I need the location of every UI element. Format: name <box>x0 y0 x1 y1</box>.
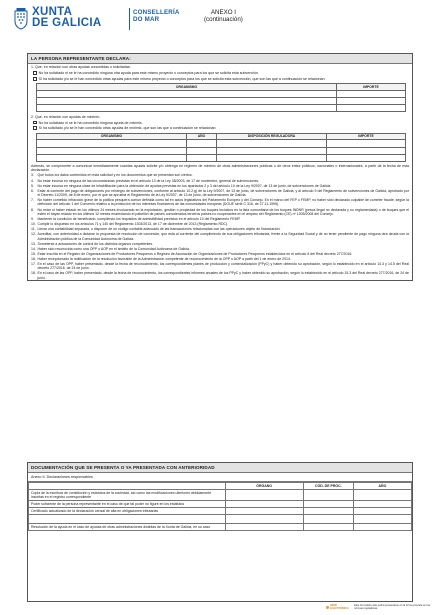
list-item-number: 15. <box>31 251 36 256</box>
document-description: Poder suficiente de la persona representante en el caso de que tal poder no figure en los estatutos <box>29 501 226 508</box>
list-item-text: No estar incursa en ninguna de las circunstancias previstas en el artículo 13 de la Ley 38/2003, de 17 de noviembre, general de subvenciones. <box>37 178 260 183</box>
document-cell-input[interactable] <box>303 508 353 515</box>
q2-yes-label <box>39 126 217 130</box>
document-cell-input[interactable] <box>225 508 303 515</box>
sede-logo-icon <box>326 606 329 609</box>
q2-minimis-table <box>36 133 406 162</box>
list-item <box>31 188 409 197</box>
q1-cell-input[interactable] <box>37 90 337 97</box>
q2-cell-input[interactable] <box>327 147 406 154</box>
list-item <box>31 256 409 261</box>
q2-cell-input[interactable] <box>187 140 217 147</box>
q2-no-label <box>39 121 143 125</box>
galicia-seal-icon <box>13 8 29 30</box>
q1-yes-label: Sí ha solicitado y/o se le han concedido otras ayudas para este mismo proyecto o conceptos para los que se solicita esta subvención, que son las que a continuación se relacionan: <box>38 76 326 81</box>
q2-col-anio: AÑO <box>187 133 217 140</box>
document-description <box>29 515 226 524</box>
document-cell-input[interactable] <box>303 515 353 524</box>
list-item-text: Que todos los datos contenidos en esta solicitud y en los documentos que se presentan son ciertos. <box>37 173 193 178</box>
list-item <box>31 207 409 216</box>
docs-col-description <box>29 482 226 489</box>
q2-italic: minimis <box>86 114 99 119</box>
document-description: Certificado actualizado de la declaración censal de alta en obligaciones tributarias <box>29 508 226 515</box>
list-item <box>31 232 409 241</box>
q2-yes-prefix: Sí ha solicitado y/o se le han concedido otras ayudas de <box>38 126 130 131</box>
list-item <box>31 217 409 222</box>
q2-yes-italic: minimis <box>129 126 142 131</box>
document-cell-input[interactable] <box>225 501 303 508</box>
q1-option-yes <box>28 76 412 82</box>
annex-subtitle: (continuación) <box>204 16 243 23</box>
department-line1: CONSELLERÍA <box>133 9 180 16</box>
table-row <box>37 98 406 105</box>
list-item-number: 5. <box>31 183 34 188</box>
list-item-number: 18. <box>31 271 36 276</box>
list-item-number: 16. <box>31 256 36 261</box>
commit-suffix: de otras administraciones públicas o de otros entes públicos, nacionales o internacionales, a partir de la fecha de esta declaración. <box>31 163 409 172</box>
declaration-section <box>27 53 413 281</box>
footer-brand: SEDE ELECTRÓNICA <box>330 604 349 611</box>
q2-option-yes <box>28 126 412 132</box>
commit-italic: minimis <box>203 163 216 168</box>
table-row <box>29 524 412 531</box>
q1-col-organismo: ORGANISMO <box>37 84 337 91</box>
q1-no-checkbox[interactable] <box>33 71 37 75</box>
table-row <box>29 489 412 500</box>
list-item <box>31 241 409 246</box>
document-cell-input[interactable] <box>353 524 411 531</box>
document-description: Copia de la escritura de constitución y estatutos de la sociedad, así como las modificaciones ulteriores debidamente inscritas en el registro correspondiente <box>29 489 226 500</box>
q2-prefix: 2. Que, en relación con ayudas de <box>31 114 87 119</box>
department-line2: DO MAR <box>133 16 160 23</box>
q2-no-italic: minimis <box>129 120 142 125</box>
annex-title: ANEXO I <box>210 9 236 16</box>
q2-no-suffix: . <box>141 120 143 125</box>
commitment-paragraph <box>28 163 412 173</box>
document-cell-input[interactable] <box>303 524 353 531</box>
document-cell-input[interactable] <box>303 489 353 500</box>
section-heading: LA PERSONA REPRESENTANTE DECLARA: <box>28 54 412 64</box>
list-item <box>31 198 409 207</box>
list-item-text: En el caso de las OPP, haber presentado, desde la fecha de reconocimiento, los correspondientes planes de producción y comercialización (PPyC) y haber obtenido su aprobación, según lo establecido en el artículo 14.3 y 14.5 del Real decreto 277/2016, de 24 de junio. <box>37 261 409 271</box>
q2-cell-input[interactable] <box>37 154 187 161</box>
question-2 <box>28 113 412 120</box>
docs-col-organo: ÓRGANO <box>225 482 303 489</box>
q2-yes-checkbox[interactable] <box>33 126 37 130</box>
q2-cell-input[interactable] <box>327 154 406 161</box>
list-item-text: En el caso de las OPP, haber presentado, desde la fecha de reconocimiento, los correspondientes informes anuales de los PPyC y haber obtenido su aprobación, según lo establecido en el artículo 15.3 del Real decreto 277/2016, de 24 de junio. <box>37 271 409 280</box>
list-item-number: 17. <box>31 261 36 266</box>
q2-cell-input[interactable] <box>187 147 217 154</box>
q1-cell-input[interactable] <box>37 105 337 112</box>
document-cell-input[interactable] <box>225 524 303 531</box>
q2-cell-input[interactable] <box>217 154 327 161</box>
q1-col-importe: IMPORTE <box>337 84 406 91</box>
q2-col-disposicion: DISPOSICIÓN REGULADORA <box>217 133 327 140</box>
list-item <box>31 251 409 256</box>
footer-note <box>326 604 439 610</box>
documentation-section <box>27 462 413 602</box>
list-item-number: 14. <box>31 246 36 251</box>
list-item-number: 6. <box>31 188 34 193</box>
table-row <box>29 515 412 524</box>
xunta-logo <box>13 6 180 33</box>
table-row <box>29 501 412 508</box>
q2-cell-input[interactable] <box>217 140 327 147</box>
document-cell-input[interactable] <box>225 489 303 500</box>
docs-col-codigo: CÓD. DE PROC. <box>303 482 353 489</box>
q2-cell-input[interactable] <box>37 147 187 154</box>
list-item-text: No haber cometido infracción grave de la política pesquera común definida como tal en actos legislativos del Parlamento Europeo y del Consejo. En el marco del FEP o FEMP, no haber sido declarado culpable de cometer fraude, según la definición del artículo 1 del Convenio relativo a la protección de los intereses financieros de las comunidades europeas (DOUE serie C 316, de 27.11.1995). <box>37 198 409 207</box>
list-item <box>31 183 409 188</box>
q1-no-label: No ha solicitado ni se le ha concedido ninguna otra ayuda para este mismo proyecto o conceptos para los que se solicita esta subvención. <box>38 71 259 76</box>
q1-cell-input[interactable] <box>337 90 406 97</box>
document-cell-input[interactable] <box>353 515 411 524</box>
brand-line1: XUNTA <box>32 6 73 18</box>
documentation-subheading: Anexo II. Declaraciones responsables <box>28 473 412 482</box>
q1-cell-input[interactable] <box>37 98 337 105</box>
document-cell-input[interactable] <box>303 501 353 508</box>
table-row <box>37 140 406 147</box>
q2-no-prefix: No ha solicitado ni se le ha concedido ninguna ayuda de <box>38 120 130 125</box>
list-item-text: No estar incursa en ninguna clase de inhabilitación para la obtención de ayudas previstas en los apartados 2 y 3 del artículo 10 de la Ley 9/2007, de 13 de junio, de subvenciones de Galicia. <box>37 183 332 188</box>
table-row <box>37 154 406 161</box>
docs-col-anio: AÑO <box>353 482 411 489</box>
documentation-heading: DOCUMENTACIÓN QUE SE PRESENTA O YA PRESENTADA CON ANTERIORIDAD <box>28 463 412 473</box>
q1-aid-table <box>36 83 406 112</box>
list-item-number: 11. <box>31 227 36 232</box>
list-item-number: 8. <box>31 207 34 212</box>
question-1: 1. Que, en relación con otras ayudas concedidas o solicitadas: <box>31 65 131 70</box>
list-item-number: 12. <box>31 232 36 237</box>
list-item-text: Haber sido reconocida como una OPP o AOP en el ámbito de la Comunidad Autónoma de Galicia. <box>37 246 190 251</box>
list-item-text: Someterse a actuaciones de control de los distintos órganos competentes. <box>37 241 154 246</box>
document-cell-input[interactable] <box>353 508 411 515</box>
brand-divider <box>129 8 130 30</box>
declaration-list <box>28 173 412 280</box>
list-item-text: Mantener la condición de beneficiario, cumpliendo los requisitos de admisibilidad previstos en el artículo 10 del Reglamento FEMP. <box>37 216 241 221</box>
q2-suffix: : <box>98 114 100 119</box>
department-name <box>133 9 180 23</box>
list-item-text: No estar ni haber estado en los últimos 24 meses involucrado en la explotación, gestión o propiedad de los buques incluidos en la lista comunitaria de los buques INDNR (pesca ilegal no declarada y no reglamentada) o de buques que el estén el hayan estado en los últimos 12 meses enarbolando el pabellón de países considerados terceros países no cooperantes en el amparo del Reglamento (CE) nº 1005/2008 del Consejo. <box>37 207 409 216</box>
document-cell-input[interactable] <box>225 515 303 524</box>
commit-prefix: Además, se compromete a comunicar inmediatamente cuantas ayudas solicite y/o obtenga en régimen de <box>31 163 204 168</box>
table-row <box>37 90 406 97</box>
q2-yes-suffix: , que son las que a continuación se relacionan: <box>141 126 217 131</box>
table-row <box>37 105 406 112</box>
list-item-text: Estar inscrita en el Registro de Organizaciones de Productores Pesqueros o Registro de Asociación de Organizaciones de Productores Pesqueros establecidos en el artículo 8 del Real decreto 277/2016. <box>37 251 353 256</box>
document-cell-input[interactable] <box>353 501 411 508</box>
list-item <box>31 222 409 227</box>
list-item <box>31 227 409 232</box>
q2-no-checkbox[interactable] <box>33 121 37 125</box>
brand-line2: DE GALICIA <box>32 17 102 29</box>
list-item <box>31 261 409 270</box>
list-item-number: 13. <box>31 241 36 246</box>
q1-yes-checkbox[interactable] <box>33 77 37 81</box>
list-item <box>31 271 409 280</box>
q2-cell-input[interactable] <box>217 147 327 154</box>
documents-table <box>28 482 412 531</box>
annex-title-block <box>204 9 243 23</box>
q2-cell-input[interactable] <box>187 154 217 161</box>
list-item-text: Estar al corriente del pago de obligaciones por reintegro de subvenciones, conforme al artículo 10.2.g) de la Ley 9/2007, de 13 de junio, de subvenciones de Galicia, y al artículo 9 del Reglamento de subvenciones de Galicia, aprobado por el Decreto 11/2009, de 8 de enero, por el que se aprueba el Reglamento de la Ley 9/2007, de 13 de junio, de subvenciones de Galicia. <box>37 188 409 198</box>
list-item <box>31 173 409 178</box>
q1-cell-input[interactable] <box>337 98 406 105</box>
q2-cell-input[interactable] <box>37 140 187 147</box>
list-item-text: Llevar una contabilidad separada, o disponer de un código contable adecuado de las transacciones relacionadas con las operaciones objeto de financiación. <box>37 227 281 232</box>
list-item <box>31 178 409 183</box>
list-item <box>31 246 409 251</box>
q2-col-organismo: ORGANISMO <box>37 133 187 140</box>
list-item-number: 3. <box>31 173 34 178</box>
list-item-text: Cumplir lo dispuesto en los artículos 71 y 140 del Reglamento 1303/2013, de 17 de diciembre de 2013 (Reglamento RDC). <box>37 222 229 227</box>
list-item-text: Haber recepcionado la notificación de la resolución favorable de la Administración competente de reconocimiento de la OPP o AOP a partir del 1 de enero de 2014. <box>37 256 291 261</box>
list-item-number: 7. <box>31 198 34 203</box>
footer-text: Este formulario solo podrá presentarse en la forma prevista en las normas reguladoras <box>354 604 430 611</box>
list-item-number: 9. <box>31 216 34 221</box>
document-description: Resolución de la ayuda en el caso de ayudas de otras administraciones distintas de la Xunta de Galicia, en su caso <box>29 524 226 531</box>
list-item-number: 10. <box>31 222 36 227</box>
q2-cell-input[interactable] <box>327 140 406 147</box>
q2-col-importe: IMPORTE <box>327 133 406 140</box>
table-row <box>37 147 406 154</box>
document-cell-input[interactable] <box>353 489 411 500</box>
table-row <box>29 508 412 515</box>
list-item-text: Acreditar, con anterioridad a dictarse la propuesta de resolución de concesión, que está al corriente del cumplimiento de sus obligaciones tributarias, frente a la Seguridad Social y de no tener pendiente de pago ninguna otra deuda con la Administración pública de la Comunidad Autónoma de Galicia. <box>37 232 409 241</box>
q1-cell-input[interactable] <box>337 105 406 112</box>
list-item-number: 4. <box>31 178 34 183</box>
